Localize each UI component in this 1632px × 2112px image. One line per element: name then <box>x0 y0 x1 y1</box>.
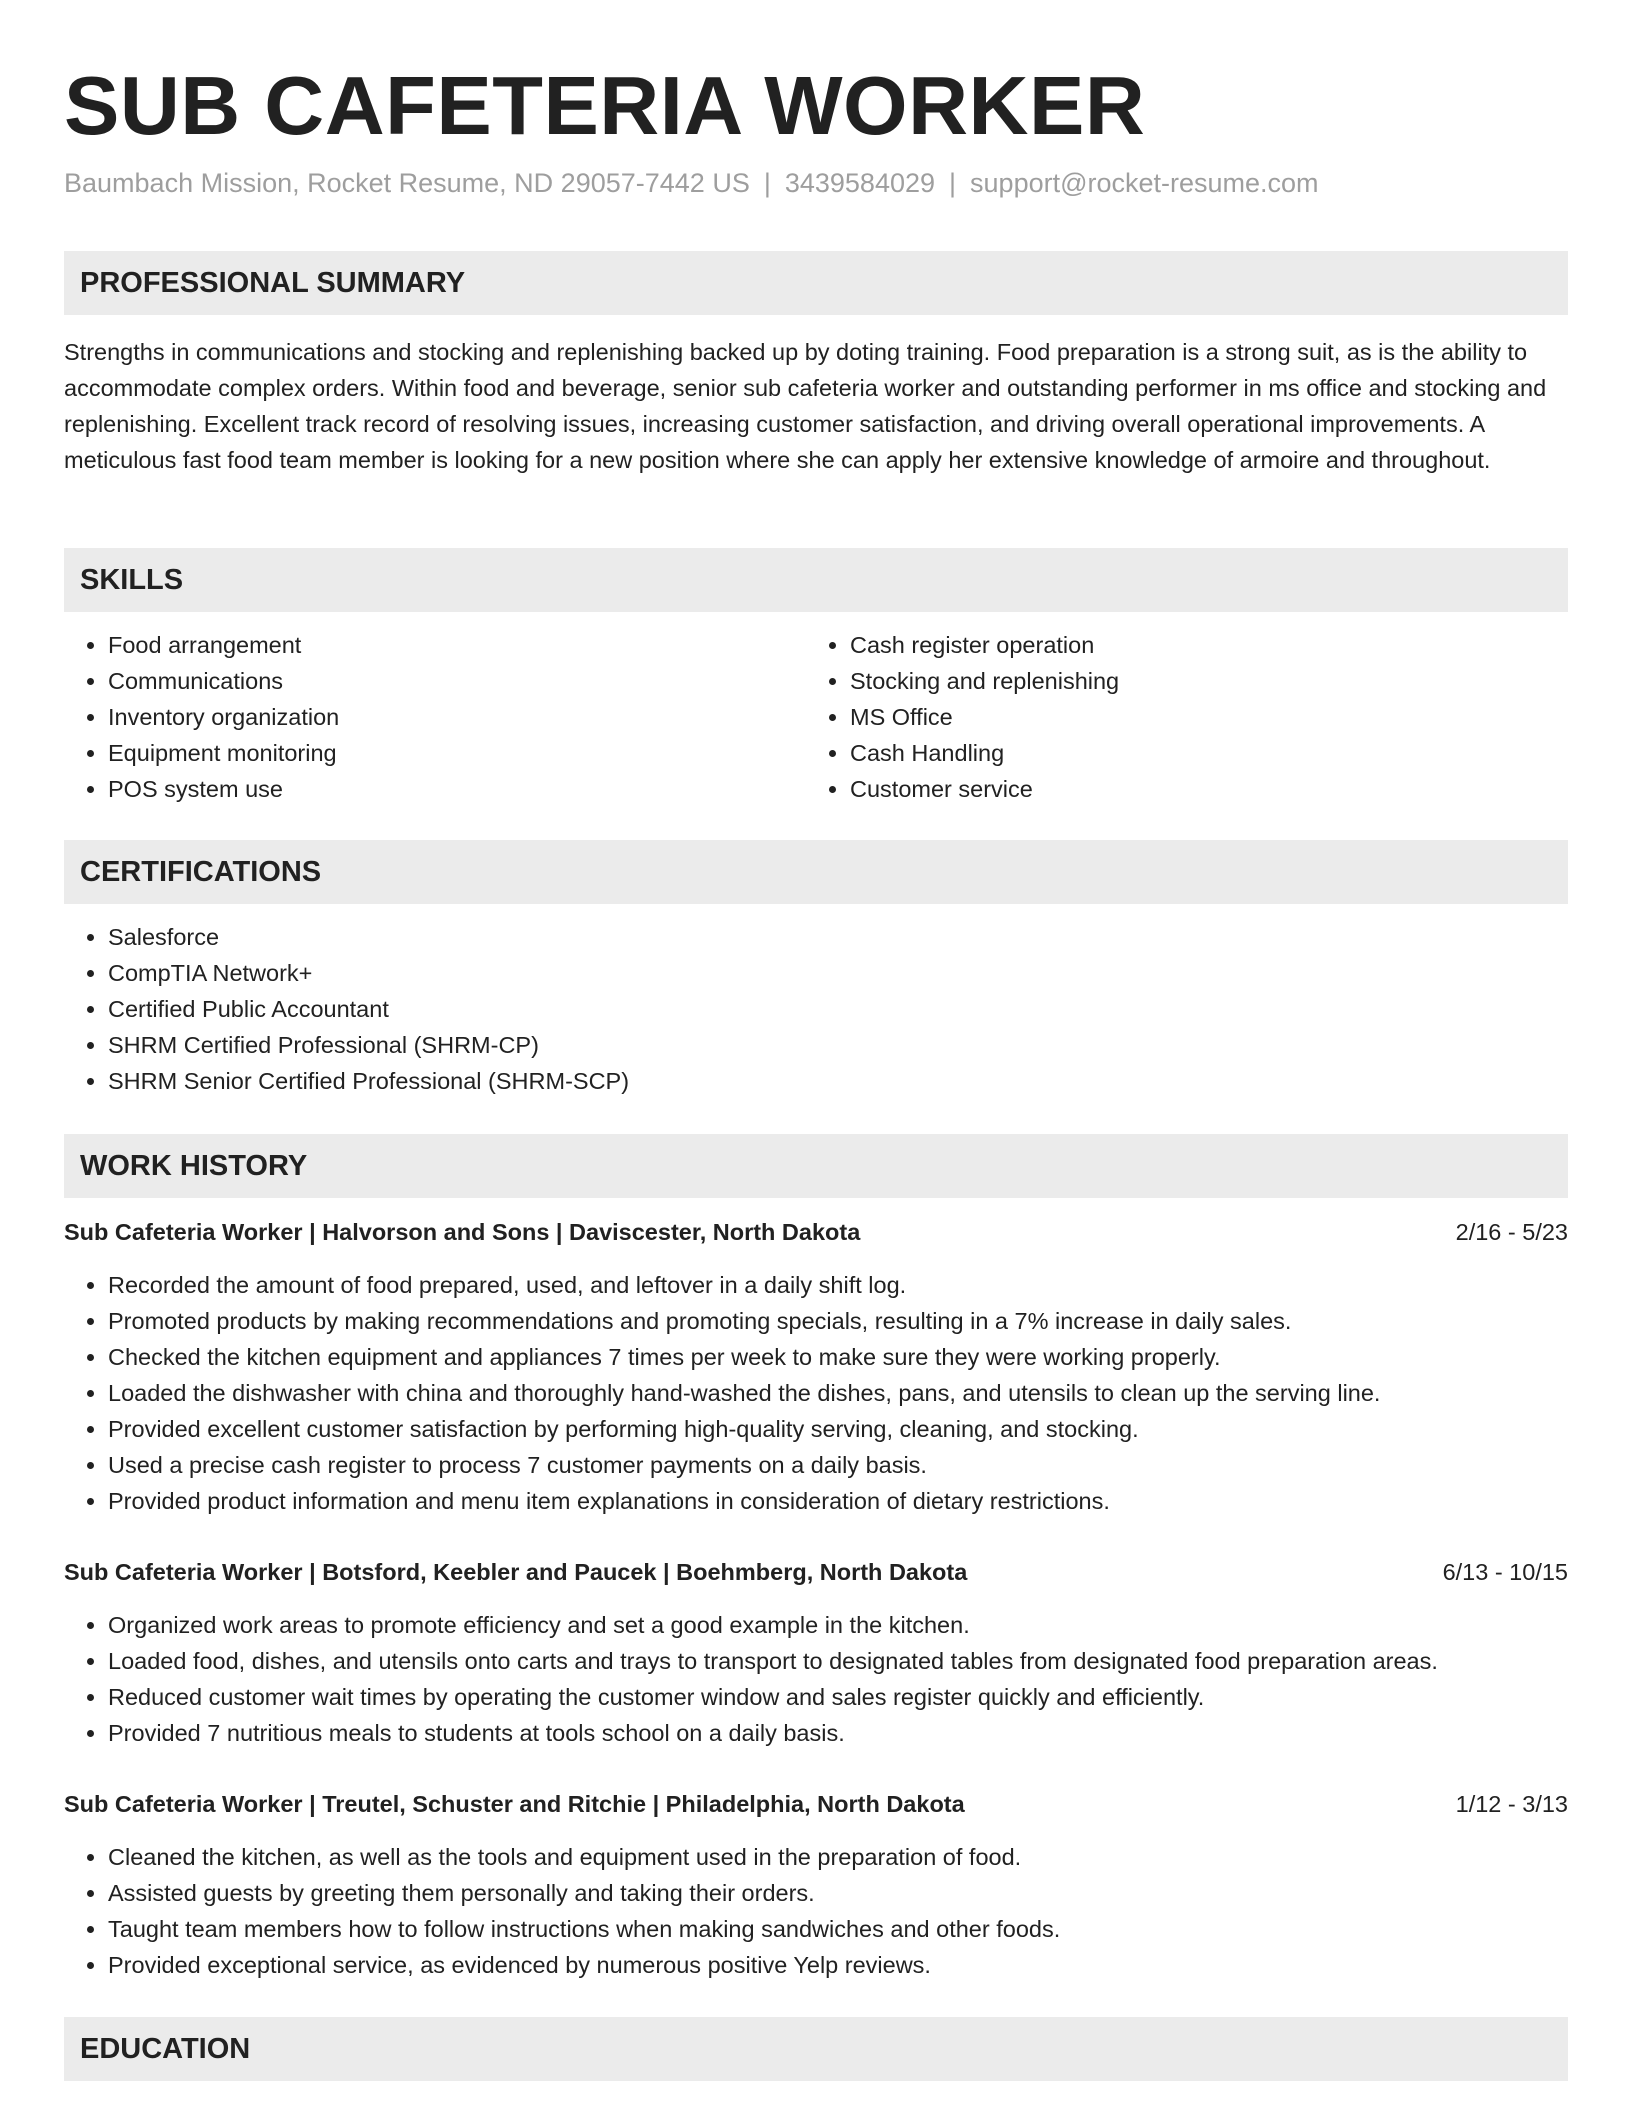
certification-item: • Salesforce <box>108 919 629 955</box>
job-duty-item: • Loaded the dishwasher with china and thoroughly hand-washed the dishes, pans, and utensils to clean up the serving line. <box>108 1375 1380 1411</box>
job-duty-item: • Promoted products by making recommendations and promoting specials, resulting in a 7% increase in daily sales. <box>108 1303 1380 1339</box>
contact-phone: 3439584029 <box>784 168 936 198</box>
skills-section-header <box>64 548 1568 612</box>
certifications-section-header <box>64 840 1568 904</box>
skill-item: • Cash register operation <box>850 627 1119 663</box>
contact-separator: | <box>949 168 957 198</box>
certifications-list <box>64 919 629 1099</box>
job-duty-item: • Recorded the amount of food prepared, used, and leftover in a daily shift log. <box>108 1267 1380 1303</box>
skill-item: • Customer service <box>850 771 1119 807</box>
certification-item: • CompTIA Network+ <box>108 955 629 991</box>
education-section-header <box>64 2017 1568 2081</box>
job-duty-item: • Cleaned the kitchen, as well as the tools and equipment used in the preparation of food. <box>108 1839 1060 1875</box>
job-duties-list <box>64 1607 1438 1751</box>
job-duty-item: • Used a precise cash register to process 7 customer payments on a daily basis. <box>108 1447 1380 1483</box>
job-duty-item: • Assisted guests by greeting them personally and taking their orders. <box>108 1875 1060 1911</box>
job-header <box>64 1786 1568 1822</box>
skill-item: • POS system use <box>108 771 339 807</box>
certification-item: • SHRM Senior Certified Professional (SHRM-SCP) <box>108 1063 629 1099</box>
summary-heading: PROFESSIONAL SUMMARY <box>80 267 466 299</box>
work-history-heading: WORK HISTORY <box>80 1150 308 1182</box>
job-header <box>64 1554 1568 1590</box>
candidate-name: SUB CAFETERIA WORKER <box>64 59 1146 152</box>
job-duties-list <box>64 1839 1060 1983</box>
job-duty-item: • Provided excellent customer satisfaction by performing high-quality serving, cleaning, and stocking. <box>108 1411 1380 1447</box>
job-duty-item: • Organized work areas to promote efficiency and set a good example in the kitchen. <box>108 1607 1438 1643</box>
skill-item: • Cash Handling <box>850 735 1119 771</box>
contact-email: support@rocket-resume.com <box>970 168 1319 198</box>
job-title: Sub Cafeteria Worker | Treutel, Schuster and Ritchie | Philadelphia, North Dakota <box>64 1791 965 1817</box>
summary-text: Strengths in communications and stocking and replenishing backed up by doting training. Food preparation is a strong suit, as is the ability to accommodate complex orders. Within food and beverage, senior sub cafeteria worker and outstanding performer in ms office and stocking and replenishing. Excellent track record of resolving issues, increasing customer satisfaction, and driving overall operational improvements. A meticulous fast food team member is looking for a new position where she can apply her extensive knowledge of armoire and throughout. <box>64 339 1547 473</box>
certification-item: • SHRM Certified Professional (SHRM-CP) <box>108 1027 629 1063</box>
job-header <box>64 1214 1568 1250</box>
job-duty-item: • Checked the kitchen equipment and appliances 7 times per week to make sure they were working properly. <box>108 1339 1380 1375</box>
skill-item: • Stocking and replenishing <box>850 663 1119 699</box>
job-duty-item: • Provided 7 nutritious meals to students at tools school on a daily basis. <box>108 1715 1438 1751</box>
skills-list-right <box>806 627 1119 807</box>
summary-section-header <box>64 251 1568 315</box>
job-duty-item: • Loaded food, dishes, and utensils onto carts and trays to transport to designated tables from designated food preparation areas. <box>108 1643 1438 1679</box>
job-duty-item: • Taught team members how to follow instructions when making sandwiches and other foods. <box>108 1911 1060 1947</box>
contact-address: Baumbach Mission, Rocket Resume, ND 29057-7442 US <box>64 168 750 198</box>
job-title: Sub Cafeteria Worker | Halvorson and Sons | Daviscester, North Dakota <box>64 1219 861 1245</box>
skill-item: • Equipment monitoring <box>108 735 339 771</box>
job-duty-item: • Provided exceptional service, as evidenced by numerous positive Yelp reviews. <box>108 1947 1060 1983</box>
work-history-section-header <box>64 1134 1568 1198</box>
contact-separator: | <box>763 168 771 198</box>
skill-item: • MS Office <box>850 699 1119 735</box>
job-duty-item: • Reduced customer wait times by operating the customer window and sales register quickly and efficiently. <box>108 1679 1438 1715</box>
education-heading: EDUCATION <box>80 2033 251 2065</box>
job-duties-list <box>64 1267 1380 1519</box>
skills-list-left <box>64 627 339 807</box>
job-dates: 2/16 - 5/23 <box>1455 1219 1568 1245</box>
skill-item: • Communications <box>108 663 339 699</box>
certifications-heading: CERTIFICATIONS <box>80 856 322 888</box>
job-title: Sub Cafeteria Worker | Botsford, Keebler and Paucek | Boehmberg, North Dakota <box>64 1559 968 1585</box>
contact-line <box>64 166 1319 200</box>
job-dates: 1/12 - 3/13 <box>1455 1791 1568 1817</box>
skill-item: • Food arrangement <box>108 627 339 663</box>
skill-item: • Inventory organization <box>108 699 339 735</box>
job-dates: 6/13 - 10/15 <box>1442 1559 1568 1585</box>
job-duty-item: • Provided product information and menu item explanations in consideration of dietary restrictions. <box>108 1483 1380 1519</box>
certification-item: • Certified Public Accountant <box>108 991 629 1027</box>
skills-heading: SKILLS <box>80 564 184 596</box>
